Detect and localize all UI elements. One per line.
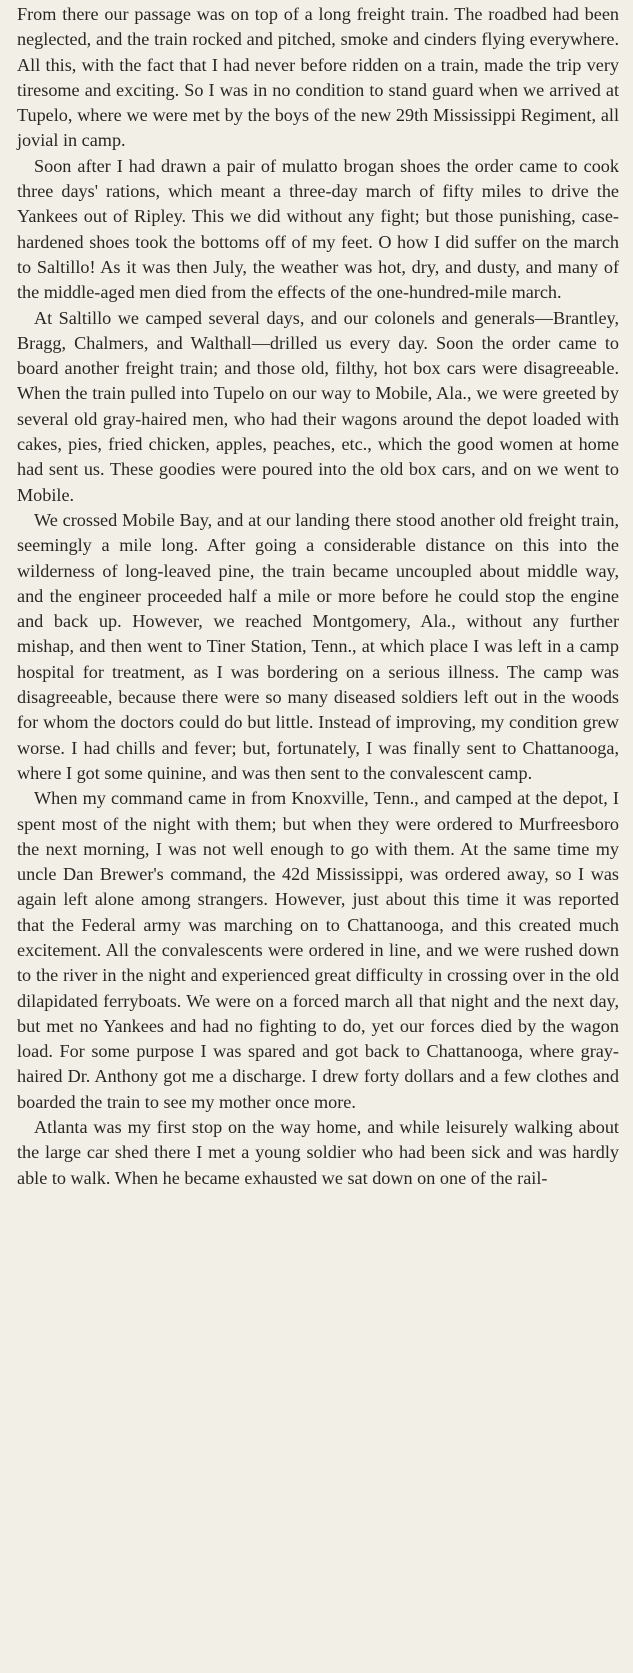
paragraph-freight-train: From there our passage was on top of a long freight train. The roadbed had been neglected, and the train rocked and pitched, smoke and cinders flying everywhere. All this, with the fact that I had never before ridden on a train, made the trip very tiresome and exciting. So I was in no condition to stand guard when we arrived at Tupelo, where we were met by the boys of the new 29th Mississippi Regiment, all jovial in camp. [17, 4, 619, 151]
paragraph-knoxville-command: When my command came in from Knoxville, Tenn., and camped at the depot, I spent most of the night with them; but when they were ordered to Murfreesboro the next morning, I was not well enough to go with them. At the same time my uncle Dan Brewer's command, the 42d Mississippi, was ordered away, so I was again left alone among strangers. However, just about this time it was reported that the Federal army was marching on to Chattanooga, and this created much excitement. All the convalescents were ordered in line, and we were rushed down to the river in the night and experienced great difficulty in crossing over in the old dilapidated ferryboats. We were on a forced march all that night and the next day, but met no Yankees and had no fighting to do, yet our forces died by the wagon load. For some purpose I was spared and got back to Chattanooga, where gray-haired Dr. Anthony got me a discharge. I drew forty dollars and a few clothes and boarded the train to see my mother once more. [17, 788, 619, 1112]
paragraph-saltillo-camp: At Saltillo we camped several days, and our colonels and generals—Brantley, Bragg, Chalmers, and Walthall—drilled us every day. Soon the order came to board another freight train; and those old, filthy, hot box cars were disagreeable. When the train pulled into Tupelo on our way to Mobile, Ala., we were greeted by several old gray-haired men, who had their wagons around the depot loaded with cakes, pies, fried chicken, apples, peaches, etc., which the good women at home had sent us. These goodies were poured into the old box cars, and on we went to Mobile. [17, 307, 619, 505]
paragraph-atlanta: Atlanta was my first stop on the way home, and while leisurely walking about the large car shed there I met a young soldier who had been sick and was hardly able to walk. When he became exhausted we sat down on one of the rail- [17, 1117, 619, 1188]
paragraph-march-to-saltillo: Soon after I had drawn a pair of mulatto brogan shoes the order came to cook three days' rations, which meant a three-day march of fifty miles to drive the Yankees out of Ripley. This we did without any fight; but those punishing, case-hardened shoes took the bottoms off of my feet. O how I did suffer on the march to Saltillo! As it was then July, the weather was hot, dry, and dusty, and many of the middle-aged men died from the effects of the one-hundred-mile march. [17, 155, 619, 303]
paragraph-mobile-bay: We crossed Mobile Bay, and at our landing there stood another old freight train, seemingly a mile long. After going a considerable distance on this into the wilderness of long-leaved pine, the train became uncoupled about middle way, and the engineer proceeded half a mile or more before he could stop the engine and back up. However, we reached Montgomery, Ala., without any further mishap, and then went to Tiner Station, Tenn., at which place I was left in a camp hospital for treatment, as I was bordering on a serious illness. The camp was disagreeable, because there were so many diseased soldiers left out in the woods for whom the doctors could do but little. Instead of improving, my condition grew worse. I had chills and fever; but, fortunately, I was finally sent to Chattanooga, where I got some quinine, and was then sent to the convalescent camp. [17, 509, 619, 783]
